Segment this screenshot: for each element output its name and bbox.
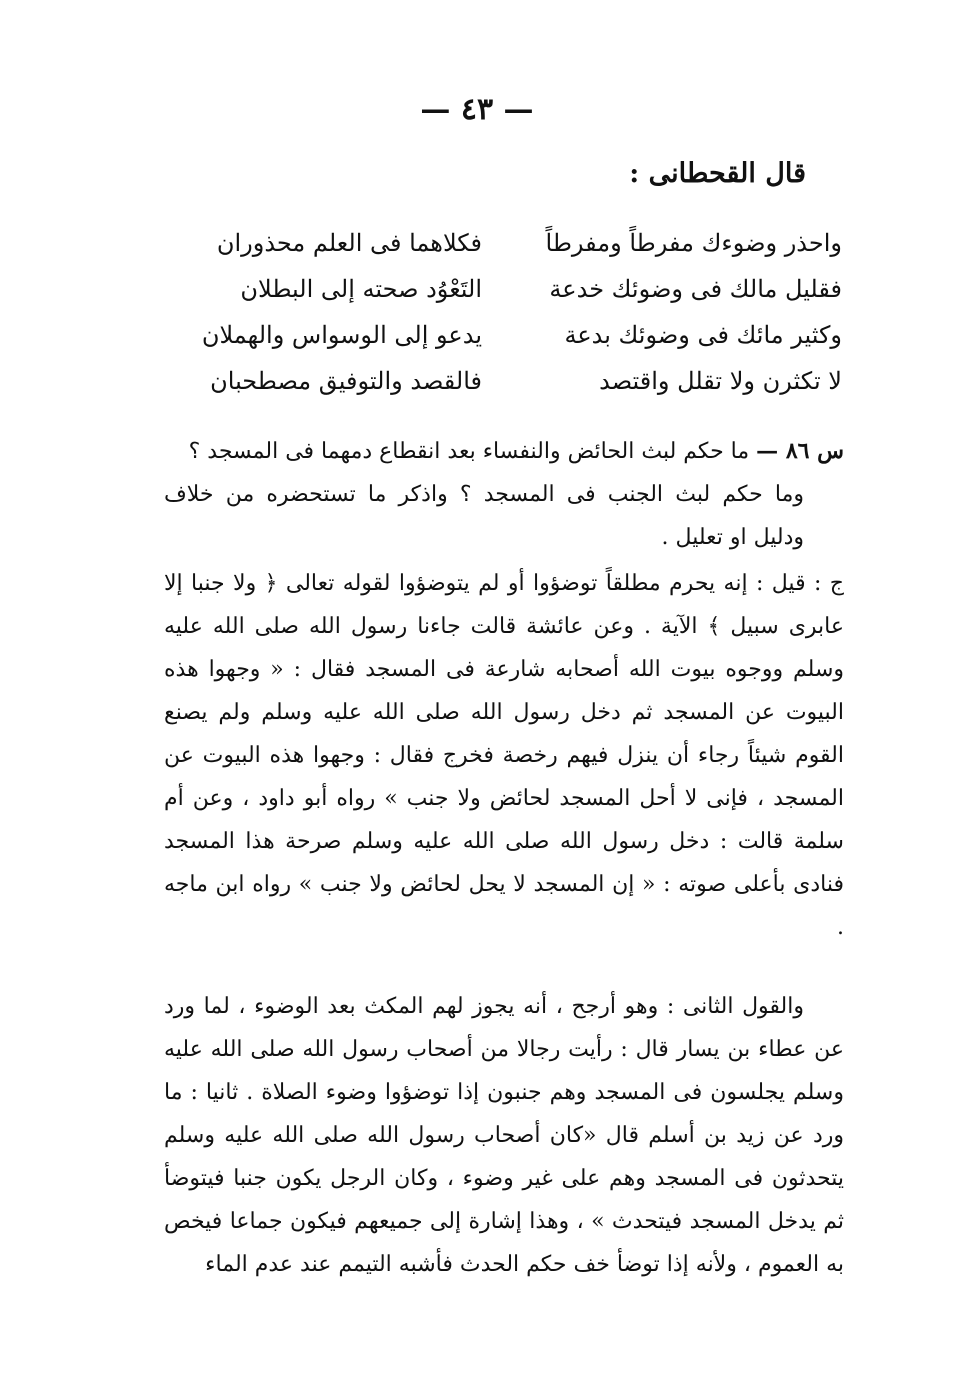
question-text: ما حكم لبث الحائض والنفساء بعد انقطاع دمهما فى المسجد ؟: [188, 439, 750, 464]
verse-second-hemistich: التَعْوُد صحته إلى البطلان: [240, 275, 482, 303]
verse-first-hemistich: فقليل مالك فى وضوئك خدعة: [549, 275, 842, 303]
question-second-line: [164, 473, 844, 559]
verse-second-hemistich: فالقصد والتوفيق مصطحبان: [210, 367, 482, 395]
verse-second-hemistich: يدعو إلى الوسواس والهملان: [201, 321, 482, 349]
question-block: [164, 430, 844, 559]
poem-verse: [162, 266, 842, 312]
page-number: — ٤٣ —: [420, 92, 534, 127]
answer-paragraph: ج : قيل : إنه يحرم مطلقاً توضؤوا أو لم يتوضؤوا لقوله تعالى ﴿ ولا جنبا إلا عابرى سبيل ﴾ الآية . وعن عائشة قالت جاءنا رسول الله صلى الله عليه وسلم ووجوه بيوت الله أصحابه شارعة فى المسجد فقال : « وجهوا هذه البيوت عن المسجد ثم دخل رسول الله صلى الله عليه وسلم ولم يصنع القوم شيئاً رجاء أن ينزل فيهم رخصة فخرج فقال : وجهوا هذه البيوت عن المسجد ، فإنى لا أحل المسجد لحائض ولا جنب » رواه أبو داود ، وعن أم سلمة قالت : دخل رسول الله صلى الله عليه وسلم صرحة هذا المسجد فنادى بأعلى صوته : « إن المسجد لا يحل لحائض ولا جنب » رواه ابن ماجه .: [164, 571, 844, 940]
poem-verse: [162, 220, 842, 266]
question-text-continued: وما حكم لبث الجنب فى المسجد ؟ واذكر ما تستحضره من خلاف ودليل او تعليل .: [164, 482, 804, 550]
verse-second-hemistich: فكلاهما فى العلم محذوران: [216, 229, 482, 257]
section-heading: قال القحطانى :: [629, 158, 806, 189]
poem-verse: [162, 312, 842, 358]
verse-first-hemistich: لا تكثرن ولا تقلل واقتصد: [599, 367, 842, 395]
poem: [162, 220, 842, 404]
second-opinion-block: [164, 985, 844, 1286]
verse-first-hemistich: وكثير مائك فى وضوئك بدعة: [564, 321, 842, 349]
verse-first-hemistich: واحذر وضوءك مفرطاً ومفرطاً: [545, 229, 842, 257]
question-number: س ٨٦ —: [756, 438, 844, 464]
question-first-line: [164, 430, 844, 473]
poem-verse: [162, 358, 842, 404]
answer-block: [164, 562, 844, 949]
second-opinion-paragraph: والقول الثانى : وهو أرجح ، أنه يجوز لهم المكث بعد الوضوء ، لما ورد عن عطاء بن يسار قال : رأيت رجالا من أصحاب رسول الله صلى الله عليه وسلم يجلسون فى المسجد وهم جنبون إذا توضؤوا وضوء الصلاة . ثانيا : ما ورد عن زيد بن أسلم قال «كان أصحاب رسول الله صلى الله عليه وسلم يتحدثون فى المسجد وهم على غير وضوء ، وكان الرجل يكون جنبا فيتوضأ ثم يدخل المسجد فيتحدث » ، وهذا إشارة إلى جميعهم فيكون جماعا فيخص به العموم ، ولأنه إذا توضأ خف حكم الحدث فأشبه التيمم عند عدم الماء: [164, 994, 844, 1277]
